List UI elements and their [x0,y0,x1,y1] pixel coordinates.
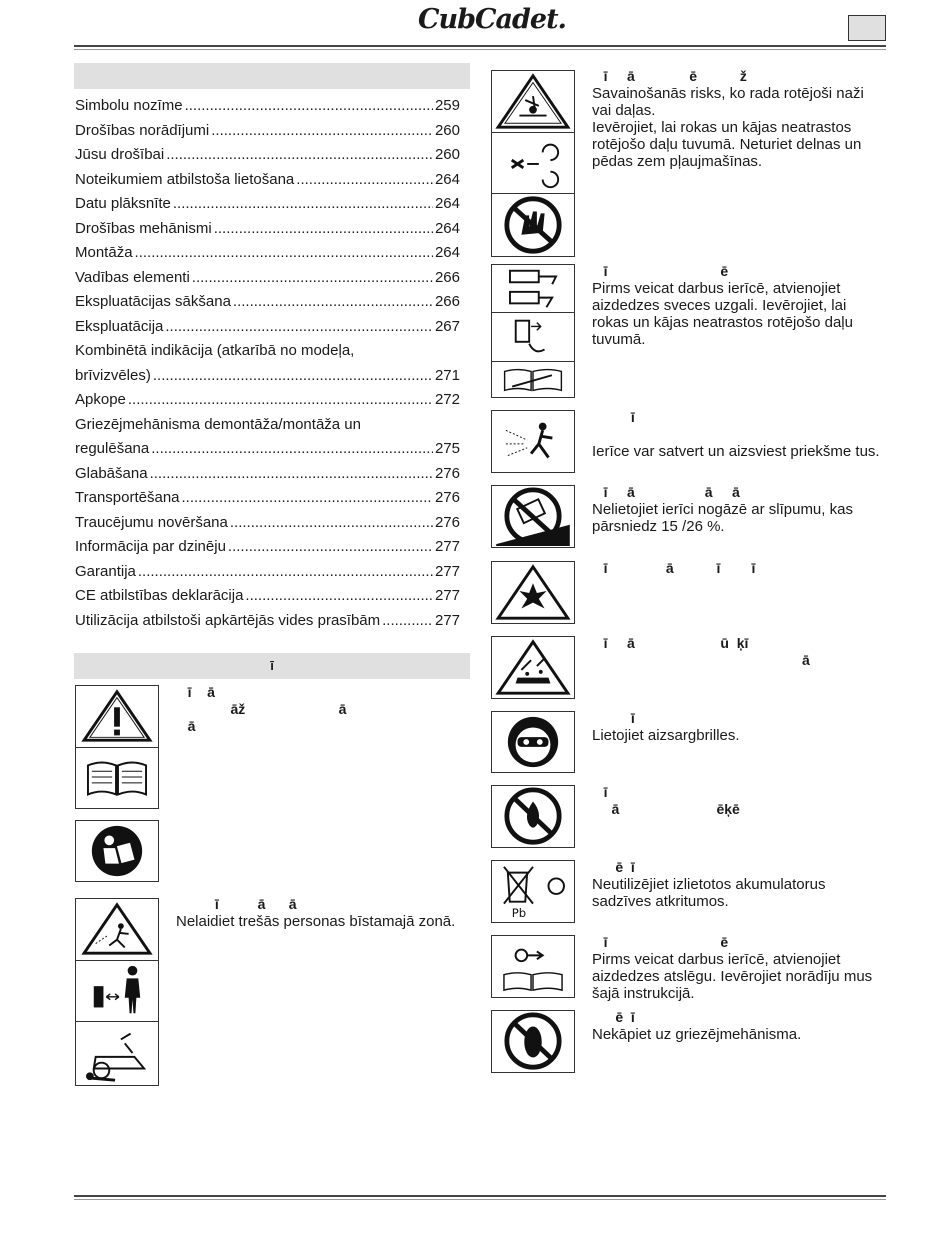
cub-cadet-logo: CubCadet. [418,4,566,35]
toc-item-label: Simbolu nozīme [75,97,183,114]
toc-leader-dots [151,437,433,462]
right-block-3 [592,409,887,460]
toc-item-label: Vadības elementi [75,268,190,286]
toc-item-label: Noteikumiem atbilstoša lietošana [75,170,295,188]
toc-leader-dots [245,584,433,609]
right-block-9 [592,859,887,910]
toc-item[interactable] [75,168,460,193]
right-block-body: Pirms veicat darbus ierīcē, atvienojiet aizdedzes atslēgu. Ievērojiet norādīju mus šajā instrukcijā. [592,951,873,1002]
toc-item-label: Utilizācija atbilstoši apkārtējās vides prasībām [75,611,381,629]
right-block-body: Pirms veicat darbus ierīcē, atvienojiet aizdedzes sveces uzgali. Ievērojiet, lai rokas un kājas neatrastos rotējošo daļu tuvumā. [592,280,853,348]
spark-plug-icon [491,264,575,313]
header-rule-thin [74,49,886,50]
right-block-1 [592,68,887,170]
toc-title-bar [74,63,470,89]
keep-distance-icon [75,960,159,1022]
toc-item-page: 275 [434,440,460,457]
right-block-body: Ierīce var satvert un aizsviest priekšme tus. [592,443,880,460]
toc-item-page: 276 [434,489,460,506]
toc-item[interactable] [75,241,460,266]
toc-item[interactable] [75,584,460,609]
svg-text:Pb: Pb [511,906,527,921]
right-block-5 [592,560,887,577]
toc-leader-dots [214,217,433,242]
right-block-heading: ī ā ī ī [592,560,756,576]
right-block-heading: ī [592,710,635,726]
toc-item-page: 266 [434,293,460,310]
left-block-2-body: Nelaidiet trešās personas bīstamajā zonā. [176,913,456,930]
toc-item[interactable] [75,486,460,511]
toc-item-page: 264 [434,219,460,237]
right-block-6 [592,635,887,669]
mower-runover-icon [75,1021,159,1086]
toc-item-page: 276 [434,513,460,531]
manual-book-icon [75,747,159,809]
footer-rule [74,1195,886,1197]
no-fire-icon [491,785,575,848]
right-block-8 [592,784,887,818]
toc-item-page: 277 [434,611,460,629]
toc-item[interactable] [75,94,460,119]
toc-item-page: 259 [434,97,460,114]
toc-item-label: Informācija par dzinēju [75,538,226,555]
toc-item[interactable] [75,560,460,585]
remove-key-icon [491,935,575,998]
no-hands-icon [491,193,575,257]
toc-item[interactable] [75,192,460,217]
toc-item-label: Ekspluatācija [75,317,164,335]
toc-item[interactable] [75,535,460,560]
projectile-icon [491,410,575,473]
toc-item-page: 260 [434,121,460,139]
toc-item[interactable] [75,609,460,634]
toc-item-label: Drošības norādījumi [75,121,210,139]
symbols-section-title: ī [74,653,470,679]
toc-item[interactable] [75,217,460,242]
right-block-heading: ī ē [592,934,729,950]
toc-leader-dots [192,266,433,291]
left-block-1 [176,684,466,735]
toc-item[interactable] [75,266,460,291]
right-block-body: Nekāpiet uz griezējmehānisma. [592,1026,802,1043]
toc-item-label: Glabāšana [75,464,148,482]
toc-item-page: 266 [434,268,460,286]
toc-item-page: 277 [434,562,460,580]
toc-item-page: 260 [434,146,460,163]
slope-rollover-icon [491,485,575,548]
toc-item[interactable] [75,511,460,536]
toc-leader-dots [211,119,433,144]
blade-hazard-icon [491,70,575,133]
no-step-icon [491,1010,575,1073]
toc-leader-dots [382,609,433,634]
toc-item-label: Jūsu drošībai [75,146,165,163]
toc-item[interactable] [75,437,460,462]
toc-item-label: Griezējmehānisma demontāža/montāža un [75,415,361,433]
thrown-objects-icon [75,898,159,961]
toc-item-page: 272 [434,391,460,408]
toc-leader-dots [230,511,433,536]
manual-wrench-icon [491,361,575,398]
toc-leader-dots [135,241,433,266]
toc-item-page: 267 [434,317,460,335]
toc-item-label: Apkope [75,391,126,408]
acid-burn-icon [491,636,575,699]
toc-leader-dots [182,486,433,511]
footer-rule-thin [74,1199,886,1200]
right-block-2 [592,263,887,348]
toc-item-label: CE atbilstības deklarācija [75,587,244,604]
left-block-2 [176,896,466,930]
toc-item-label: Kombinētā indikācija (atkarībā no modeļa, [75,342,355,359]
toc-item[interactable] [75,290,460,315]
read-manual-icon [75,820,159,882]
right-block-4 [592,484,887,535]
right-block-7 [592,710,887,744]
toc-leader-dots [173,192,433,217]
toc-item-label: Garantija [75,562,136,580]
toc-leader-dots [150,462,433,487]
toc-item-page: 264 [434,244,460,261]
safety-goggles-icon [491,711,575,773]
page-number-box [848,15,886,41]
toc-leader-dots [233,290,433,315]
toc-leader-dots [153,364,433,389]
right-block-heading: ī ā ū ķī ā [603,635,810,668]
toc-item-page: 264 [434,170,460,188]
toc-item[interactable] [75,364,460,389]
toc-item-label: Datu plāksnīte [75,195,171,212]
battery-disposal-icon [491,860,575,923]
right-block-body: Lietojiet aizsargbrilles. [592,727,740,744]
toc-item-label: brīvizvēles) [75,366,151,384]
toc-item-label: Montāža [75,244,133,261]
toc-item-page: 271 [434,366,460,384]
header-rule [74,45,886,47]
toc-leader-dots [185,94,433,119]
toc-item[interactable] [75,315,460,340]
right-block-body: Nelietojiet ierīci nogāzē ar slīpumu, kas pārsniedz 15 /26 %. [592,501,853,535]
toc-leader-dots [165,315,433,340]
right-block-heading: ē ī [592,1009,635,1025]
toc-leader-dots [228,535,433,560]
toc-item-label: Drošības mehānismi [75,219,212,237]
right-block-body: Neutilizējiet izlietotos akumulatorus sadzīves atkritumos. [592,876,826,910]
left-block-1-heading: ī ā āž ā ā [187,684,347,734]
toc-item[interactable] [75,388,460,413]
toc-item[interactable] [75,143,460,168]
right-block-10 [592,934,887,1002]
explosion-icon [491,561,575,624]
right-block-heading: ī ā ēķē [603,784,740,817]
disconnect-plug-icon [491,312,575,362]
right-block-11 [592,1009,887,1043]
toc-item-label: Ekspluatācijas sākšana [75,293,231,310]
toc-item-label: regulēšana [75,440,150,457]
toc-item-page: 277 [434,587,460,604]
toc-leader-dots [166,143,433,168]
table-of-contents [75,94,460,633]
toc-leader-dots [296,168,433,193]
toc-item-label: Traucējumu novēršana [75,513,228,531]
toc-item[interactable] [75,119,460,144]
warning-triangle-icon [75,685,159,748]
toc-leader-dots [138,560,433,585]
toc-item[interactable] [75,462,460,487]
right-block-heading: ī ē [592,263,729,279]
right-block-heading: ī [592,409,635,425]
toc-item-page: 277 [434,538,460,555]
right-block-heading: ē ī [592,859,635,875]
toc-item-label: Transportēšana [75,489,180,506]
right-block-body: Savainošanās risks, ko rada rotējoši naži vai daļas. Ievērojiet, lai rokas un kājas neatrastos rotējošo daļu tuvumā. Neturiet delnas un pēdas zem pļaujmašīnas. [592,85,864,170]
right-block-heading: ī ā ā ā [592,484,740,500]
toc-item-page: 264 [434,195,460,212]
right-block-heading: ī ā ē ž [592,68,747,84]
toc-item-page: 276 [434,464,460,482]
toc-leader-dots [128,388,433,413]
left-block-2-heading: ī ā ā [176,896,297,912]
hands-feet-rotating-icon [491,132,575,194]
